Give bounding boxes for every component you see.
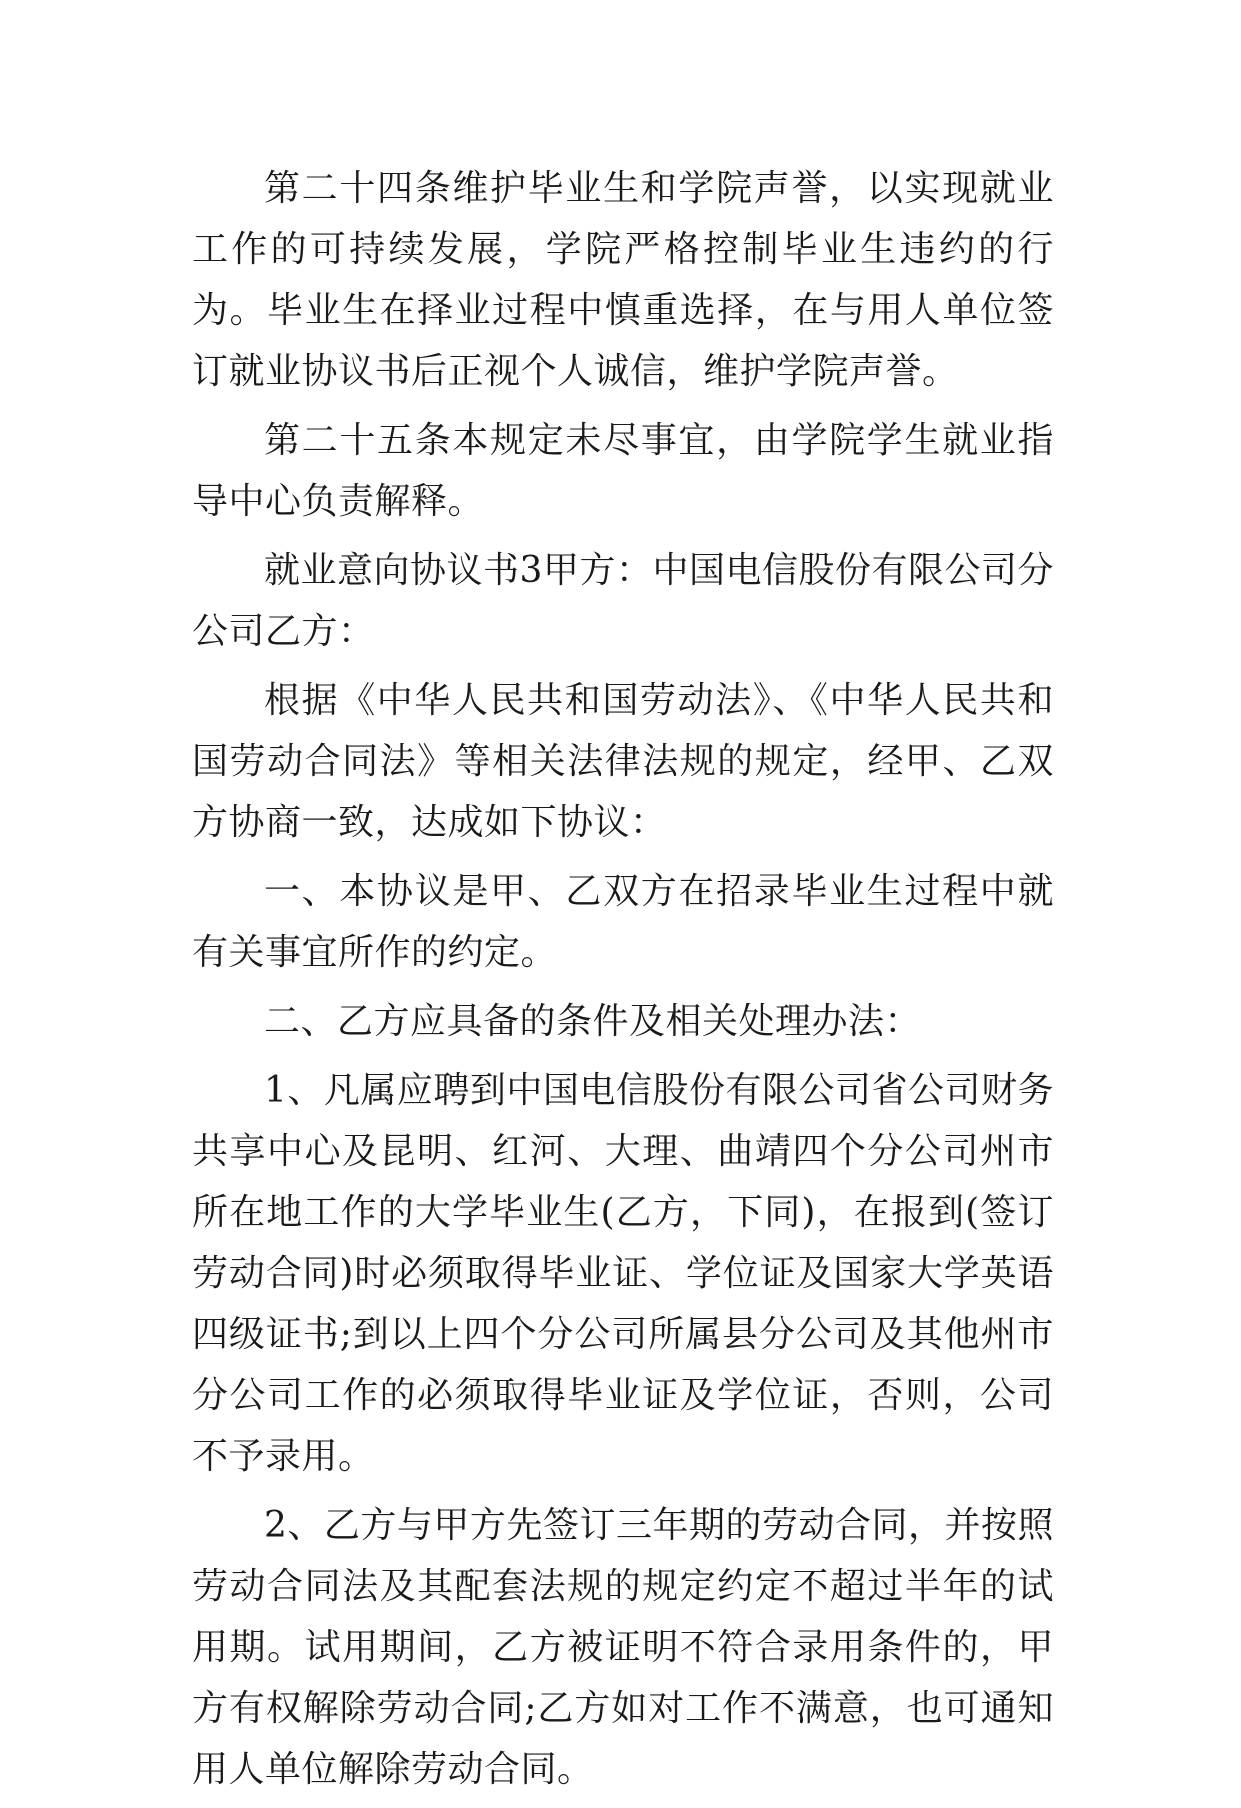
paragraph-clause-2-item-2: 2、乙方与甲方先签订三年期的劳动合同，并按照劳动合同法及其配套法规的规定约定不超过半年的试用期。试用期间，乙方被证明不符合录用条件的，甲方有权解除劳动合同;乙方如对工作不满意，也可通知用人单位解除劳动合同。 — [192, 1505, 1054, 1790]
paragraph-clause-2-heading: 二、乙方应具备的条件及相关处理办法： — [264, 1001, 922, 1042]
paragraph-clause-2-item-1: 1、凡属应聘到中国电信股份有限公司省公司财务共享中心及昆明、红河、大理、曲靖四个分公司州市所在地工作的大学毕业生(乙方，下同)，在报到(签订劳动合同)时必须取得毕业证、学位证及国家大学英语四级证书;到以上四个分公司所属县分公司及其他州市分公司工作的必须取得毕业证及学位证，否则，公司不予录用。 — [192, 1070, 1054, 1477]
paragraph-legal-basis: 根据《中华人民共和国劳动法》、《中华人民共和国劳动合同法》等相关法律法规的规定，经甲、乙双方协商一致，达成如下协议： — [192, 680, 1054, 843]
document-body — [192, 158, 1054, 1808]
paragraph-article-25: 第二十五条本规定未尽事宜，由学院学生就业指导中心负责解释。 — [192, 420, 1054, 522]
paragraph-article-24: 第二十四条维护毕业生和学院声誉，以实现就业工作的可持续发展，学院严格控制毕业生违约的行为。毕业生在择业过程中慎重选择，在与用人单位签订就业协议书后正视个人诚信，维护学院声誉。 — [192, 168, 1054, 392]
paragraph-clause-1: 一、本协议是甲、乙双方在招录毕业生过程中就有关事宜所作的约定。 — [192, 871, 1054, 973]
paragraph-agreement-parties: 就业意向协议书3甲方：中国电信股份有限公司分公司乙方： — [192, 550, 1054, 652]
